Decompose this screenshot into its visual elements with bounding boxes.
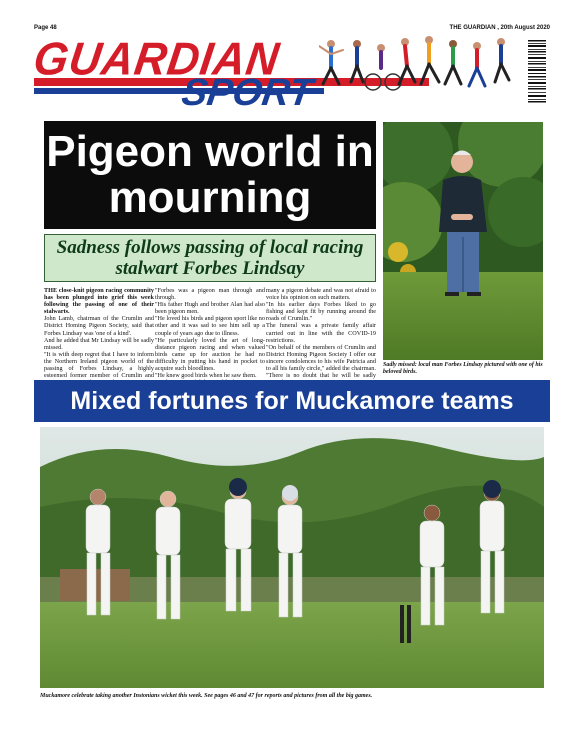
article-paragraph: "His father Hugh and brother Alan had also been pigeon men. [155, 301, 265, 316]
article-paragraph: "He loved his birds and pigeon sport like no other and it was sad to see him sell up a couple of years ago due to illness. [155, 315, 265, 337]
photo-caption-cricket: Muckamore celebrate taking another Instonians wicket this week. See pages 46 and 47 for reports and pictures from all the big games. [40, 693, 373, 699]
paper-date: THE GUARDIAN , 20th August 2020 [449, 25, 550, 31]
article-paragraph: many a pigeon debate and was not afraid to voice his opinion on such matters. [266, 287, 376, 302]
barcode-icon [524, 34, 550, 110]
article-paragraph: "He particularly loved the art of long-distance pigeon racing and when valued birds came up for auction he had no difficulty in putting his hand in pocket to acquire such bloodlines. [155, 336, 265, 373]
masthead-title-sport: SPORT [179, 72, 316, 114]
article-paragraph: "He knew good birds when he saw them. [155, 372, 257, 380]
article-paragraph: And he added that Mr Lindsay will be sadly missed. [44, 336, 154, 351]
athletes-collage-icon [319, 34, 519, 110]
article-paragraph: "It is with deep regret that I have to inform the Northern Ireland pigeon world of the passing of Forbes Lindsay, a highly esteemed former member of Crumlin and [44, 350, 154, 380]
masthead [30, 33, 550, 114]
article-column-2 [155, 287, 265, 386]
article-lead: THE close-knit pigeon racing community has been plunged into grief this week following the passing of one of their stalwarts. [44, 287, 154, 316]
cricket-team-photo [40, 427, 544, 688]
article-paragraph: "Forbes was a pigeon man through and through. [155, 287, 265, 302]
article-column-1 [44, 287, 154, 386]
article-paragraph: "On behalf of the members of Crumlin and District Homing Pigeon Society I offer our sincere condolences to his wife Patricia and to all his family circle," added the chairman. [266, 343, 376, 373]
cricket-headline: Mixed fortunes for Muckamore teams [34, 380, 550, 422]
masthead-title-guardian: GUARDIAN [30, 33, 283, 86]
article-paragraph: The funeral was a private family affair carried out in line with the COVID-19 restrictions. [266, 322, 376, 344]
article-paragraph: "There is no doubt that he will be sadly [266, 372, 376, 380]
article-paragraph: "In his earlier days Forbes liked to go fishing and kept fit by running around the roads of Crumlin." [266, 301, 376, 323]
photo-caption-forbes: Sadly missed: local man Forbes Lindsay pictured with one of his beloved birds. [383, 362, 543, 375]
story-headline: Pigeon world in mourning [44, 121, 376, 229]
story-subheadline: Sadness follows passing of local racing stalwart Forbes Lindsay [44, 234, 376, 282]
article-paragraph: John Lamb, chairman of the Crumlin and District Homing Pigeon Society, said that Forbes Lindsay was 'one of a kind'. [44, 315, 154, 337]
page-number: Page 48 [34, 25, 57, 31]
forbes-lindsay-photo [383, 122, 543, 360]
article-column-3 [266, 287, 376, 386]
